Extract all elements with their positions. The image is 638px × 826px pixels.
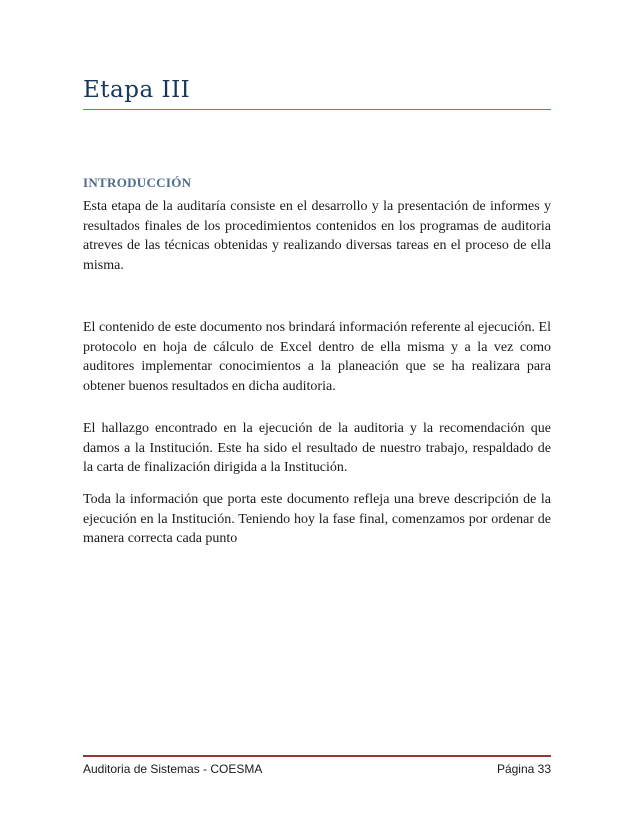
page-title: Etapa III <box>83 77 191 103</box>
paragraph-4: Toda la información que porta este documento refleja una breve descripción de la ejecución en la Institución. Teniendo hoy la fase final, comenzamos por ordenar de manera correcta cada punto <box>83 492 551 546</box>
paragraph-2: El contenido de este documento nos brindará información referente al ejecución. El protocolo en hoja de cálculo de Excel dentro de ella misma y a la vez como auditores implementar conocimientos a la planeación que se ha realizara para obtener buenos resultados en dicha auditoria. <box>83 320 551 394</box>
paragraph-3: El hallazgo encontrado en la ejecución de la auditoria y la recomendación que damos a la Institución. Este ha sido el resultado de nuestro trabajo, respaldado de la carta de finalización dirigida a la Institución. <box>83 421 551 475</box>
paragraph-1: Esta etapa de la auditaría consiste en el desarrollo y la presentación de informes y resultados finales de los procedimientos contenidos en los programas de auditoria atreves de las técnicas obtenidas y realizando diversas tareas en el proceso de ella misma. <box>83 199 551 273</box>
footer-page-number: Página 33 <box>496 762 551 776</box>
footer-divider <box>83 755 551 757</box>
section-heading: INTRODUCCIÓN <box>83 175 192 190</box>
title-divider <box>83 109 551 110</box>
footer-document-name: Auditoria de Sistemas - COESMA <box>83 762 263 776</box>
